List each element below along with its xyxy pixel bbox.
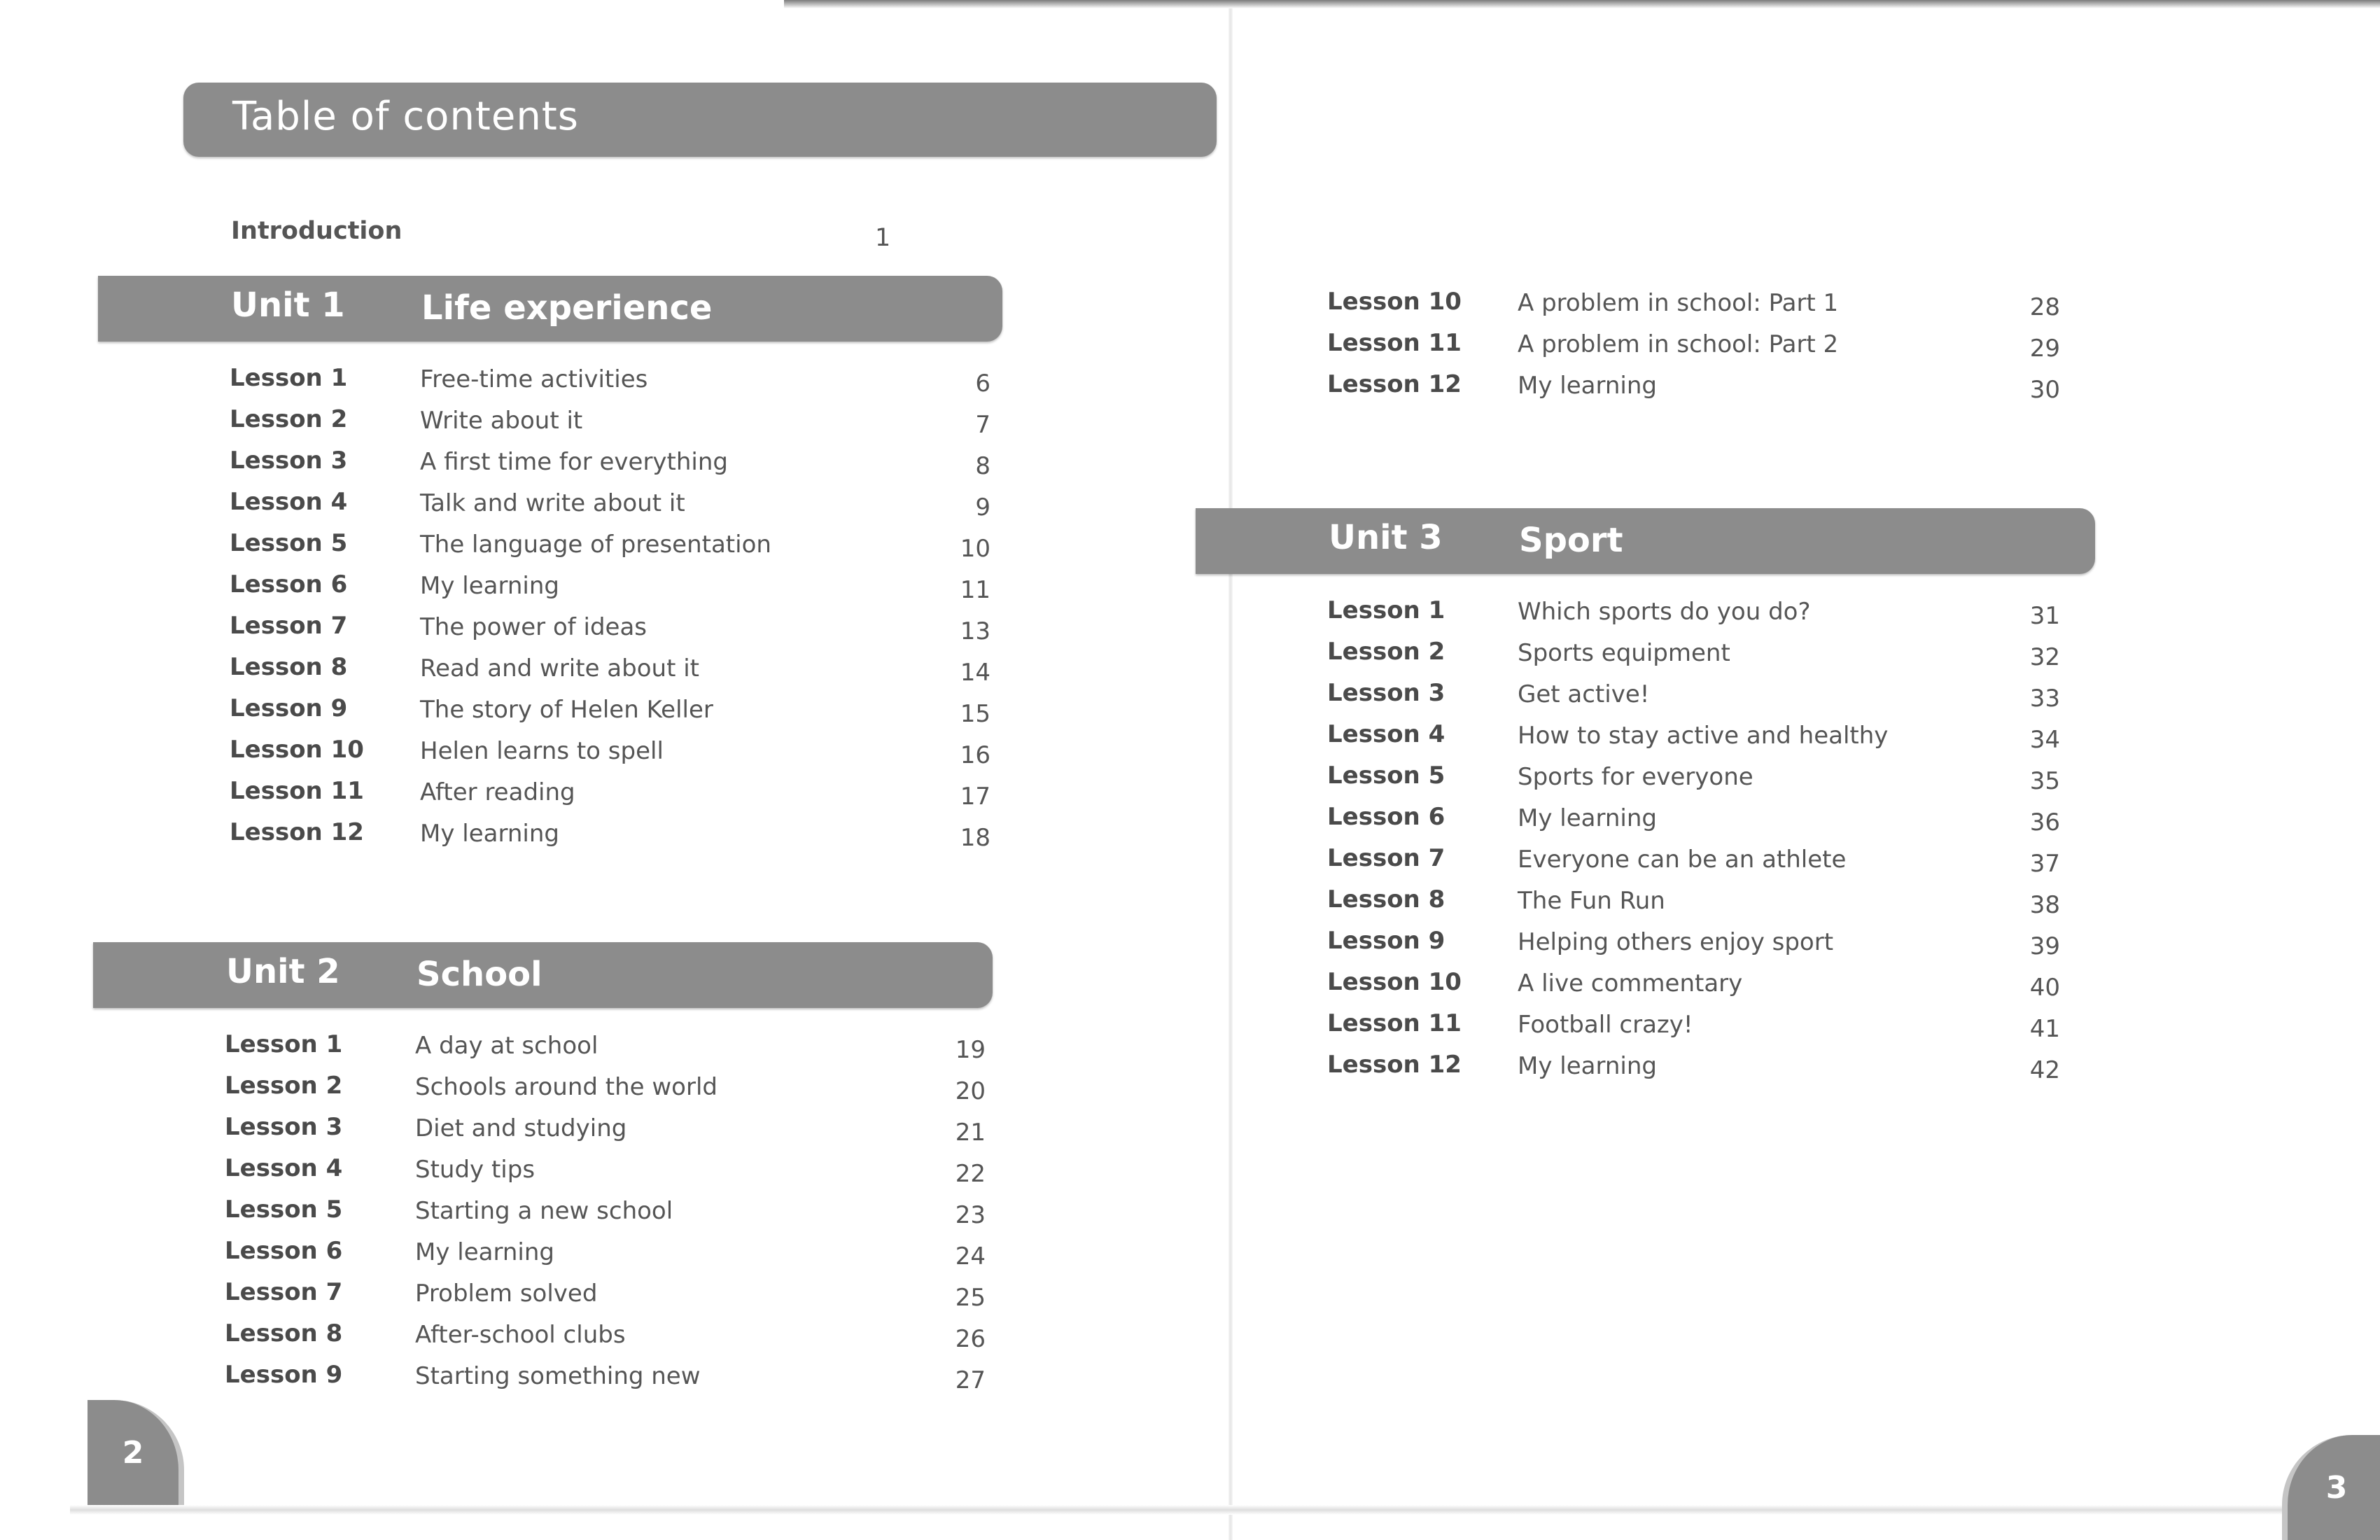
lesson-row[interactable] <box>93 1320 1003 1361</box>
lesson-page-number: 39 <box>2029 932 2060 960</box>
lesson-row[interactable] <box>93 1278 1003 1320</box>
lesson-page-number: 17 <box>960 783 990 811</box>
lesson-label: Lesson 3 <box>1327 679 1446 707</box>
lesson-row[interactable] <box>98 612 1008 653</box>
lesson-row[interactable] <box>98 529 1008 570</box>
lesson-label: Lesson 3 <box>225 1113 343 1141</box>
lesson-row[interactable] <box>1196 329 2106 370</box>
lesson-row[interactable] <box>1196 844 2106 886</box>
lesson-row[interactable] <box>1196 720 2106 762</box>
lesson-row[interactable] <box>93 1154 1003 1196</box>
scan-top-edge <box>784 0 2380 8</box>
lesson-page-number: 42 <box>2029 1056 2060 1084</box>
lesson-row[interactable] <box>98 736 1008 777</box>
lesson-page-number: 24 <box>955 1242 986 1270</box>
introduction-page: 1 <box>875 224 891 252</box>
lesson-title: Football crazy! <box>1518 1011 1693 1039</box>
lesson-page-number: 37 <box>2029 850 2060 878</box>
lesson-row[interactable] <box>98 694 1008 736</box>
lesson-page-number: 21 <box>955 1119 986 1147</box>
lesson-label: Lesson 6 <box>225 1237 343 1265</box>
lesson-row[interactable] <box>1196 679 2106 720</box>
lesson-label: Lesson 10 <box>1327 968 1462 996</box>
lesson-title: My learning <box>415 1238 554 1266</box>
lesson-label: Lesson 2 <box>230 405 348 433</box>
unit-1-title: Life experience <box>421 288 713 328</box>
unit-1-label: Unit 1 <box>231 286 345 325</box>
lesson-title: Which sports do you do? <box>1518 598 1811 626</box>
lesson-label: Lesson 12 <box>1327 1051 1462 1079</box>
lesson-label: Lesson 11 <box>1327 1009 1462 1037</box>
lesson-row[interactable] <box>1196 762 2106 803</box>
lesson-row[interactable] <box>93 1072 1003 1113</box>
lesson-page-number: 8 <box>975 452 990 480</box>
lesson-title: Diet and studying <box>415 1114 627 1142</box>
lesson-title: Free-time activities <box>420 365 648 393</box>
lesson-row[interactable] <box>93 1196 1003 1237</box>
lesson-page-number: 15 <box>960 700 990 728</box>
lesson-title: The power of ideas <box>420 613 648 641</box>
lesson-page-number: 35 <box>2029 767 2060 795</box>
lesson-label: Lesson 9 <box>225 1361 343 1389</box>
lesson-title: A problem in school: Part 1 <box>1518 289 1839 317</box>
lesson-row[interactable] <box>98 818 1008 860</box>
lesson-page-number: 29 <box>2029 335 2060 363</box>
lesson-page-number: 33 <box>2029 685 2060 713</box>
lesson-row[interactable] <box>1196 927 2106 968</box>
scan-bottom-edge <box>70 1505 2380 1515</box>
lesson-title: Everyone can be an athlete <box>1518 846 1847 874</box>
lesson-title: Write about it <box>420 407 583 435</box>
lesson-page-number: 40 <box>2029 974 2060 1002</box>
lesson-row[interactable] <box>1196 596 2106 638</box>
lesson-page-number: 36 <box>2029 808 2060 836</box>
lesson-page-number: 31 <box>2029 602 2060 630</box>
lesson-title: A live commentary <box>1518 969 1743 997</box>
lesson-row[interactable] <box>93 1113 1003 1154</box>
lesson-title: After reading <box>420 778 575 806</box>
lesson-row[interactable] <box>98 653 1008 694</box>
lesson-row[interactable] <box>1196 803 2106 844</box>
lesson-label: Lesson 6 <box>1327 803 1446 831</box>
lesson-page-number: 22 <box>955 1160 986 1188</box>
lesson-title: The story of Helen Keller <box>420 696 713 724</box>
lesson-page-number: 16 <box>960 741 990 769</box>
lesson-label: Lesson 12 <box>230 818 364 846</box>
lesson-row[interactable] <box>1196 1009 2106 1051</box>
unit-3-title: Sport <box>1519 521 1623 560</box>
lesson-label: Lesson 8 <box>1327 886 1446 913</box>
lesson-label: Lesson 9 <box>230 694 348 722</box>
lesson-row[interactable] <box>93 1030 1003 1072</box>
lesson-label: Lesson 1 <box>225 1030 343 1058</box>
lesson-row[interactable] <box>1196 968 2106 1009</box>
unit-1-section <box>98 276 1008 878</box>
lesson-label: Lesson 12 <box>1327 370 1462 398</box>
unit-1-banner <box>98 276 1002 342</box>
lesson-page-number: 32 <box>2029 643 2060 671</box>
lesson-title: A first time for everything <box>420 448 729 476</box>
unit-3-banner <box>1196 508 2095 574</box>
lesson-row[interactable] <box>1196 638 2106 679</box>
lesson-label: Lesson 7 <box>225 1278 343 1306</box>
lesson-label: Lesson 9 <box>1327 927 1446 955</box>
lesson-page-number: 9 <box>975 493 990 522</box>
lesson-title: A problem in school: Part 2 <box>1518 330 1839 358</box>
lesson-row[interactable] <box>98 570 1008 612</box>
lesson-title: How to stay active and healthy <box>1518 722 1889 750</box>
lesson-page-number: 14 <box>960 659 990 687</box>
lesson-row[interactable] <box>1196 1051 2106 1092</box>
lesson-page-number: 27 <box>955 1366 986 1394</box>
lesson-title: Problem solved <box>415 1280 598 1308</box>
lesson-title: After-school clubs <box>415 1321 626 1349</box>
lesson-label: Lesson 4 <box>225 1154 343 1182</box>
lesson-title: Helen learns to spell <box>420 737 664 765</box>
lesson-title: My learning <box>1518 1052 1657 1080</box>
lesson-page-number: 34 <box>2029 726 2060 754</box>
lesson-title: My learning <box>420 572 559 600</box>
lesson-title: The language of presentation <box>420 531 771 559</box>
unit-3-label: Unit 3 <box>1329 518 1443 557</box>
lesson-title: Schools around the world <box>415 1073 718 1101</box>
lesson-label: Lesson 10 <box>1327 288 1462 316</box>
lesson-row[interactable] <box>93 1237 1003 1278</box>
lesson-page-number: 7 <box>975 411 990 439</box>
lesson-label: Lesson 1 <box>1327 596 1446 624</box>
lesson-title: My learning <box>1518 372 1657 400</box>
unit-2-title: School <box>416 955 542 994</box>
lesson-label: Lesson 4 <box>1327 720 1446 748</box>
introduction-label[interactable]: Introduction <box>231 217 402 245</box>
lesson-label: Lesson 7 <box>1327 844 1446 872</box>
unit-2-label: Unit 2 <box>226 952 340 991</box>
lesson-row[interactable] <box>93 1361 1003 1402</box>
lesson-row[interactable] <box>98 447 1008 488</box>
lesson-label: Lesson 3 <box>230 447 348 475</box>
page-number-left: 2 <box>88 1400 184 1505</box>
lesson-title: The Fun Run <box>1518 887 1665 915</box>
lesson-row[interactable] <box>98 488 1008 529</box>
lesson-title: My learning <box>1518 804 1657 832</box>
lesson-row[interactable] <box>98 405 1008 447</box>
lesson-page-number: 23 <box>955 1201 986 1229</box>
lesson-label: Lesson 8 <box>225 1320 343 1348</box>
unit-2-section <box>93 942 1003 1404</box>
lesson-title: Helping others enjoy sport <box>1518 928 1834 956</box>
toc-title: Table of contents <box>232 94 579 139</box>
lesson-page-number: 41 <box>2029 1015 2060 1043</box>
lesson-label: Lesson 7 <box>230 612 348 640</box>
lesson-title: Sports for everyone <box>1518 763 1754 791</box>
lesson-title: Talk and write about it <box>420 489 685 517</box>
lesson-page-number: 28 <box>2029 293 2060 321</box>
lesson-page-number: 18 <box>960 824 990 852</box>
lesson-label: Lesson 6 <box>230 570 348 598</box>
lesson-row[interactable] <box>98 364 1008 405</box>
lesson-page-number: 30 <box>2029 376 2060 404</box>
lesson-page-number: 19 <box>955 1036 986 1064</box>
lesson-label: Lesson 5 <box>225 1196 343 1224</box>
lesson-label: Lesson 5 <box>230 529 348 557</box>
lesson-row[interactable] <box>98 777 1008 818</box>
lesson-page-number: 10 <box>960 535 990 563</box>
lesson-page-number: 11 <box>960 576 990 604</box>
lesson-label: Lesson 11 <box>230 777 364 805</box>
lesson-row[interactable] <box>1196 288 2106 329</box>
unit-2-banner <box>93 942 993 1008</box>
lesson-title: Starting a new school <box>415 1197 673 1225</box>
lesson-label: Lesson 5 <box>1327 762 1446 790</box>
lesson-title: Study tips <box>415 1156 536 1184</box>
unit-2-continued-section <box>1196 200 2106 404</box>
lesson-title: A day at school <box>415 1032 598 1060</box>
lesson-label: Lesson 1 <box>230 364 348 392</box>
lesson-page-number: 20 <box>955 1077 986 1105</box>
lesson-title: Read and write about it <box>420 654 699 682</box>
lesson-label: Lesson 2 <box>225 1072 343 1100</box>
toc-title-banner <box>183 83 1217 157</box>
lesson-label: Lesson 4 <box>230 488 348 516</box>
lesson-title: Get active! <box>1518 680 1650 708</box>
lesson-row[interactable] <box>1196 370 2106 412</box>
lesson-label: Lesson 8 <box>230 653 348 681</box>
lesson-label: Lesson 11 <box>1327 329 1462 357</box>
lesson-page-number: 38 <box>2029 891 2060 919</box>
lesson-title: My learning <box>420 820 559 848</box>
lesson-page-number: 25 <box>955 1284 986 1312</box>
lesson-label: Lesson 10 <box>230 736 364 764</box>
lesson-title: Sports equipment <box>1518 639 1730 667</box>
lesson-label: Lesson 2 <box>1327 638 1446 666</box>
lesson-page-number: 13 <box>960 617 990 645</box>
lesson-row[interactable] <box>1196 886 2106 927</box>
lesson-title: Starting something new <box>415 1362 701 1390</box>
page-number-right: 3 <box>2282 1435 2380 1540</box>
unit-3-section <box>1196 508 2106 1110</box>
lesson-page-number: 26 <box>955 1325 986 1353</box>
lesson-page-number: 6 <box>975 370 990 398</box>
